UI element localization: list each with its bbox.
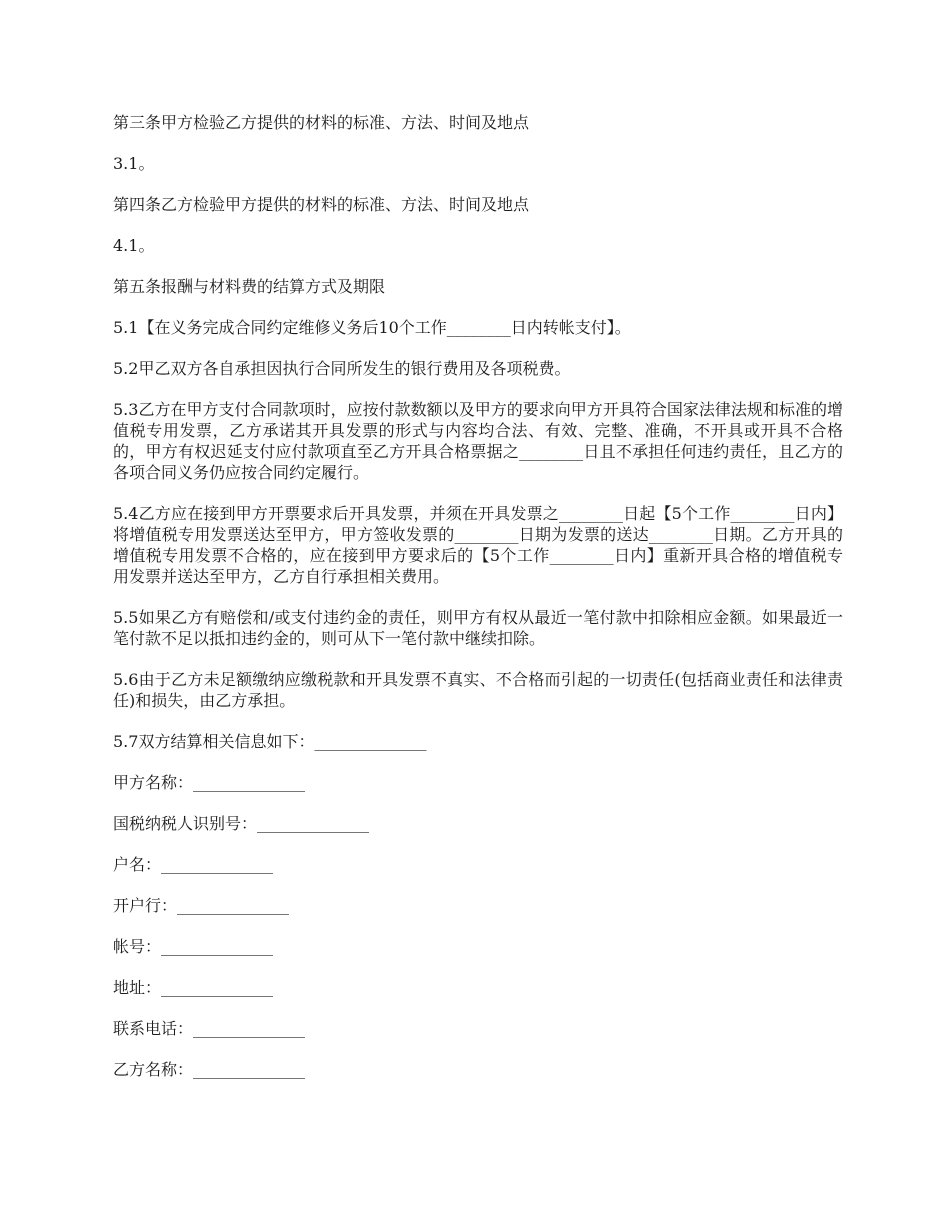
article-4-heading: 第四条乙方检验甲方提供的材料的标准、方法、时间及地点: [113, 195, 530, 214]
article-5-heading: 第五条报酬与材料费的结算方式及期限: [113, 277, 386, 296]
clause-4-1: 4.1。: [113, 236, 155, 255]
document-page: [113, 112, 843, 1100]
account-name-field: 户名：______________: [113, 855, 274, 874]
account-number-field: 帐号：______________: [113, 937, 274, 956]
address-field: 地址：______________: [113, 978, 274, 997]
tax-id-field: 国税纳税人识别号：______________: [113, 814, 370, 833]
clause-5-1: 5.1【在义务完成合同约定维修义务后10个工作________日内转帐支付】。: [113, 318, 631, 337]
bank-field: 开户行：______________: [113, 896, 290, 915]
clause-5-3: 5.3乙方在甲方支付合同款项时，应按付款数额以及甲方的要求向甲方开具符合国家法律法规和标准的增值税专用发票，乙方承诺其开具发票的形式与内容均合法、有效、完整、准确，不开具或开具不合格的，甲方有权迟延支付应付款项直至乙方开具合格票据之________日且不承担任何违约责任，且乙方的各项合同义务仍应按合同约定履行。: [113, 400, 843, 482]
clause-5-6: 5.6由于乙方未足额缴纳应缴税款和开具发票不真实、不合格而引起的一切责任(包括商业责任和法律责任)和损失，由乙方承担。: [113, 670, 843, 710]
party-a-name-field: 甲方名称：______________: [113, 773, 306, 792]
clause-3-1: 3.1。: [113, 154, 155, 173]
clause-5-7: 5.7双方结算相关信息如下：______________: [113, 732, 427, 751]
clause-5-2: 5.2甲乙双方各自承担因执行合同所发生的银行费用及各项税费。: [113, 359, 571, 378]
phone-field: 联系电话：______________: [113, 1019, 306, 1038]
article-3-heading: 第三条甲方检验乙方提供的材料的标准、方法、时间及地点: [113, 113, 530, 132]
clause-5-4: 5.4乙方应在接到甲方开票要求后开具发票，并须在开具发票之________日起【5个工作________日内】将增值税专用发票送达至甲方，甲方签收发票的________日期为发票的送达________日期。乙方开具的增值税专用发票不合格的，应在接到甲方要求后的【5个工作________日内】重新开具合格的增值税专用发票并送达至甲方，乙方自行承担相关费用。: [113, 504, 843, 586]
clause-5-5: 5.5如果乙方有赔偿和/或支付违约金的责任，则甲方有权从最近一笔付款中扣除相应金额。如果最近一笔付款不足以抵扣违约金的，则可从下一笔付款中继续扣除。: [113, 608, 843, 648]
party-b-name-field: 乙方名称：______________: [113, 1060, 306, 1079]
